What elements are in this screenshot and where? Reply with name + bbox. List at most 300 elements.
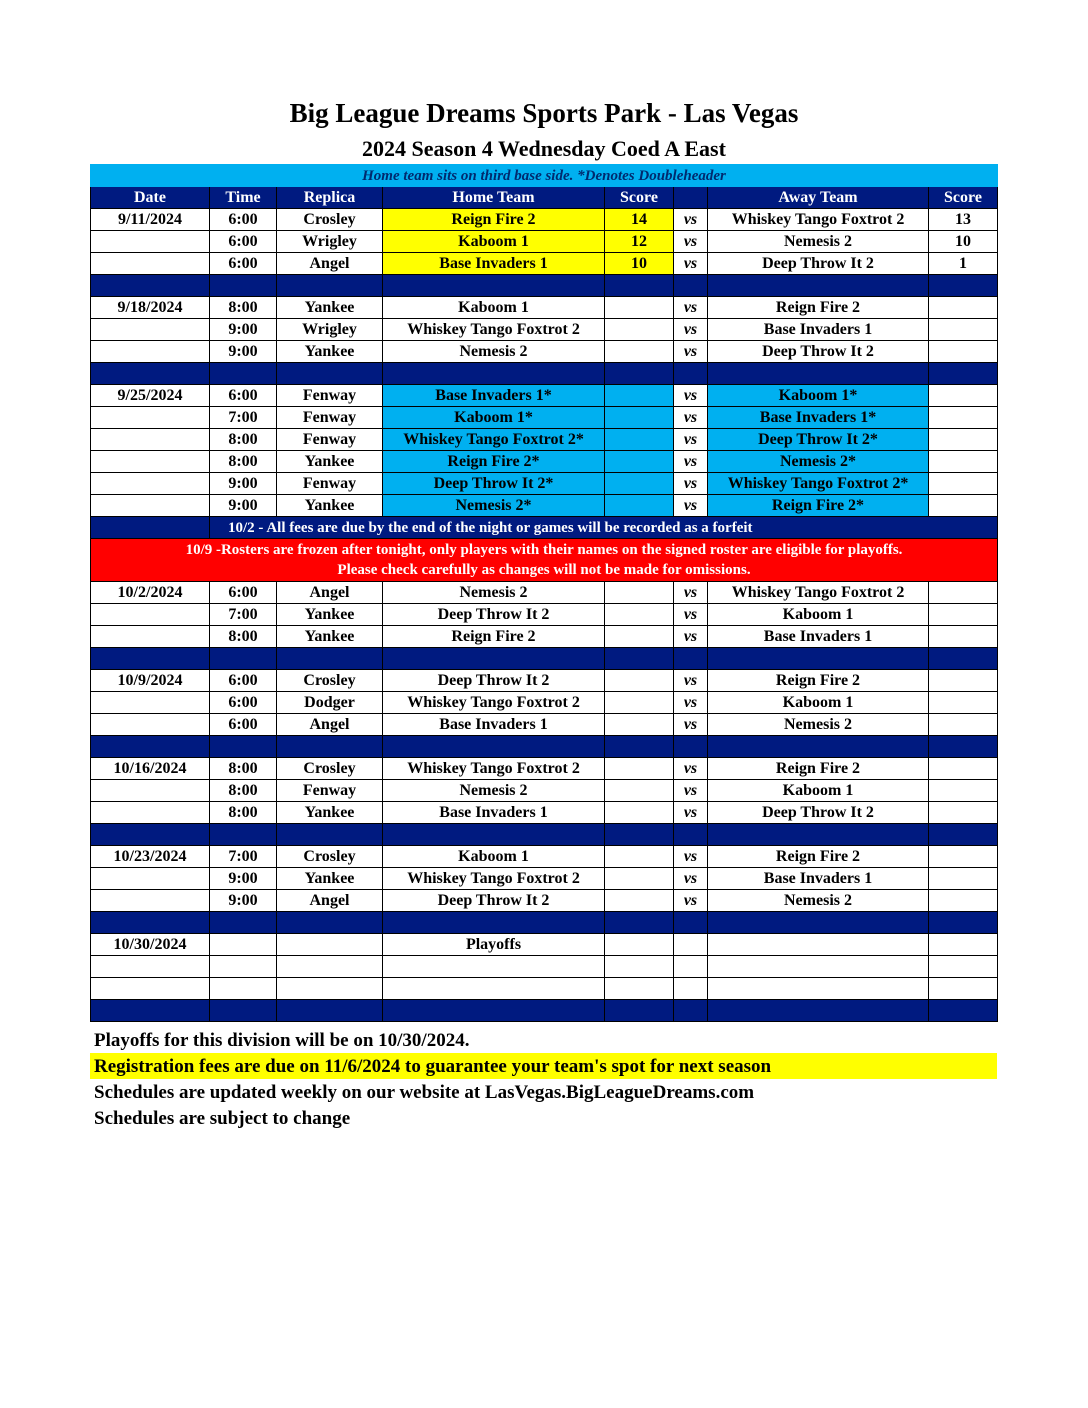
game-time: 9:00 bbox=[210, 890, 277, 912]
game-row bbox=[91, 604, 998, 626]
away-score bbox=[929, 407, 998, 429]
vs-label: vs bbox=[674, 868, 708, 890]
game-time: 9:00 bbox=[210, 495, 277, 517]
header-date: Date bbox=[91, 187, 210, 209]
away-score bbox=[929, 319, 998, 341]
separator-cell bbox=[674, 648, 708, 670]
website-note bbox=[90, 1082, 997, 1104]
separator-cell bbox=[929, 912, 998, 934]
home-score bbox=[605, 604, 674, 626]
doubleheader-note: Home team sits on third base side. *Denotes Doubleheader bbox=[91, 165, 998, 187]
vs-label: vs bbox=[674, 297, 708, 319]
game-row bbox=[91, 846, 998, 868]
home-team: Deep Throw It 2 bbox=[383, 670, 605, 692]
game-time bbox=[210, 934, 277, 956]
home-team: Base Invaders 1 bbox=[383, 714, 605, 736]
away-score bbox=[929, 846, 998, 868]
separator-cell bbox=[708, 912, 929, 934]
game-row bbox=[91, 780, 998, 802]
game-field: Fenway bbox=[277, 780, 383, 802]
vs-label: vs bbox=[674, 890, 708, 912]
away-team: Reign Fire 2 bbox=[708, 758, 929, 780]
game-field: Crosley bbox=[277, 846, 383, 868]
game-field: Yankee bbox=[277, 451, 383, 473]
away-team: Whiskey Tango Foxtrot 2 bbox=[708, 209, 929, 231]
game-time: 6:00 bbox=[210, 714, 277, 736]
away-score bbox=[929, 582, 998, 604]
game-date: 10/23/2024 bbox=[91, 846, 210, 868]
vs-label bbox=[674, 934, 708, 956]
game-field: Fenway bbox=[277, 385, 383, 407]
separator-cell bbox=[605, 824, 674, 846]
game-row bbox=[91, 429, 998, 451]
separator-cell bbox=[674, 363, 708, 385]
home-score bbox=[605, 890, 674, 912]
away-team: Base Invaders 1* bbox=[708, 407, 929, 429]
subject-note bbox=[90, 1108, 997, 1130]
game-date bbox=[91, 802, 210, 824]
home-team: Nemesis 2 bbox=[383, 582, 605, 604]
game-date bbox=[91, 495, 210, 517]
game-time: 7:00 bbox=[210, 846, 277, 868]
separator-cell bbox=[708, 824, 929, 846]
home-score bbox=[605, 934, 674, 956]
home-team bbox=[383, 956, 605, 978]
separator-cell bbox=[605, 648, 674, 670]
home-team: Kaboom 1 bbox=[383, 231, 605, 253]
game-field: Yankee bbox=[277, 495, 383, 517]
away-team bbox=[708, 956, 929, 978]
away-team: Nemesis 2 bbox=[708, 890, 929, 912]
away-score bbox=[929, 978, 998, 1000]
separator-cell bbox=[277, 1000, 383, 1022]
away-score bbox=[929, 780, 998, 802]
separator-row bbox=[91, 736, 998, 758]
separator-cell bbox=[210, 275, 277, 297]
away-score bbox=[929, 890, 998, 912]
separator-cell bbox=[210, 736, 277, 758]
vs-label: vs bbox=[674, 209, 708, 231]
away-score bbox=[929, 956, 998, 978]
game-row bbox=[91, 451, 998, 473]
separator-row bbox=[91, 1000, 998, 1022]
vs-label: vs bbox=[674, 780, 708, 802]
away-score bbox=[929, 451, 998, 473]
home-team: Nemesis 2 bbox=[383, 780, 605, 802]
home-team: Playoffs bbox=[383, 934, 605, 956]
vs-label: vs bbox=[674, 319, 708, 341]
separator-row bbox=[91, 275, 998, 297]
game-date: 10/30/2024 bbox=[91, 934, 210, 956]
home-score bbox=[605, 956, 674, 978]
game-row bbox=[91, 582, 998, 604]
separator-cell bbox=[277, 824, 383, 846]
away-score bbox=[929, 385, 998, 407]
roster-notice-line1: 10/9 -Rosters are frozen after tonight, only players with their names on the signed roster are eligible for playoffs. bbox=[185, 542, 903, 558]
home-score bbox=[605, 978, 674, 1000]
separator-cell bbox=[91, 275, 210, 297]
home-score bbox=[605, 846, 674, 868]
game-date: 9/18/2024 bbox=[91, 297, 210, 319]
separator-cell bbox=[210, 363, 277, 385]
home-score bbox=[605, 780, 674, 802]
header-replica: Replica bbox=[277, 187, 383, 209]
game-time: 6:00 bbox=[210, 253, 277, 275]
home-score: 14 bbox=[605, 209, 674, 231]
game-row bbox=[91, 758, 998, 780]
game-time: 8:00 bbox=[210, 297, 277, 319]
game-row bbox=[91, 692, 998, 714]
away-score bbox=[929, 495, 998, 517]
home-score bbox=[605, 714, 674, 736]
game-date bbox=[91, 253, 210, 275]
away-team bbox=[708, 934, 929, 956]
registration-note bbox=[90, 1053, 997, 1079]
home-score bbox=[605, 407, 674, 429]
game-row bbox=[91, 626, 998, 648]
roster-notice-line2: Please check carefully as changes will not be made for omissions. bbox=[337, 562, 751, 578]
separator-cell bbox=[708, 1000, 929, 1022]
vs-label: vs bbox=[674, 341, 708, 363]
separator-cell bbox=[277, 275, 383, 297]
game-date bbox=[91, 890, 210, 912]
game-time: 9:00 bbox=[210, 473, 277, 495]
separator-cell bbox=[383, 736, 605, 758]
game-date bbox=[91, 341, 210, 363]
separator-cell bbox=[91, 736, 210, 758]
vs-label: vs bbox=[674, 582, 708, 604]
separator-cell bbox=[383, 363, 605, 385]
separator-cell bbox=[91, 1000, 210, 1022]
game-time: 6:00 bbox=[210, 582, 277, 604]
home-score bbox=[605, 626, 674, 648]
game-time: 9:00 bbox=[210, 868, 277, 890]
game-row bbox=[91, 297, 998, 319]
roster-notice bbox=[91, 539, 998, 582]
game-time bbox=[210, 978, 277, 1000]
separator-cell bbox=[708, 275, 929, 297]
home-team: Deep Throw It 2 bbox=[383, 890, 605, 912]
home-score: 10 bbox=[605, 253, 674, 275]
separator-cell bbox=[929, 824, 998, 846]
home-score bbox=[605, 582, 674, 604]
game-date bbox=[91, 319, 210, 341]
playoffs-note bbox=[90, 1030, 997, 1052]
separator-cell bbox=[929, 275, 998, 297]
separator-cell bbox=[383, 275, 605, 297]
game-row bbox=[91, 670, 998, 692]
vs-label: vs bbox=[674, 407, 708, 429]
away-team: Reign Fire 2 bbox=[708, 297, 929, 319]
home-score bbox=[605, 385, 674, 407]
separator-cell bbox=[605, 1000, 674, 1022]
away-score bbox=[929, 604, 998, 626]
home-team: Kaboom 1* bbox=[383, 407, 605, 429]
game-row bbox=[91, 407, 998, 429]
home-team: Nemesis 2* bbox=[383, 495, 605, 517]
game-date bbox=[91, 429, 210, 451]
separator-cell bbox=[210, 824, 277, 846]
home-team: Reign Fire 2 bbox=[383, 626, 605, 648]
game-field bbox=[277, 934, 383, 956]
separator-cell bbox=[929, 648, 998, 670]
away-score bbox=[929, 802, 998, 824]
subject-note-text: Schedules are subject to change bbox=[94, 1108, 351, 1129]
separator-row bbox=[91, 912, 998, 934]
game-field: Angel bbox=[277, 714, 383, 736]
separator-cell bbox=[91, 363, 210, 385]
away-score bbox=[929, 473, 998, 495]
home-team: Kaboom 1 bbox=[383, 297, 605, 319]
game-date bbox=[91, 714, 210, 736]
game-row bbox=[91, 319, 998, 341]
home-score bbox=[605, 670, 674, 692]
game-field: Yankee bbox=[277, 868, 383, 890]
away-team: Deep Throw It 2 bbox=[708, 253, 929, 275]
game-date bbox=[91, 407, 210, 429]
vs-label: vs bbox=[674, 604, 708, 626]
vs-label: vs bbox=[674, 692, 708, 714]
separator-cell bbox=[605, 736, 674, 758]
away-team: Kaboom 1 bbox=[708, 692, 929, 714]
separator-cell bbox=[277, 363, 383, 385]
separator-cell bbox=[605, 912, 674, 934]
game-date bbox=[91, 978, 210, 1000]
vs-label: vs bbox=[674, 714, 708, 736]
home-team: Whiskey Tango Foxtrot 2 bbox=[383, 692, 605, 714]
game-row bbox=[91, 934, 998, 956]
game-time: 6:00 bbox=[210, 670, 277, 692]
away-score bbox=[929, 297, 998, 319]
game-date: 9/11/2024 bbox=[91, 209, 210, 231]
home-team bbox=[383, 978, 605, 1000]
game-field: Crosley bbox=[277, 670, 383, 692]
away-team: Kaboom 1 bbox=[708, 780, 929, 802]
game-row bbox=[91, 209, 998, 231]
away-team: Deep Throw It 2 bbox=[708, 802, 929, 824]
vs-label: vs bbox=[674, 231, 708, 253]
home-score: 12 bbox=[605, 231, 674, 253]
game-date bbox=[91, 451, 210, 473]
vs-label: vs bbox=[674, 473, 708, 495]
separator-cell bbox=[708, 648, 929, 670]
header-time: Time bbox=[210, 187, 277, 209]
vs-label: vs bbox=[674, 846, 708, 868]
away-team: Reign Fire 2 bbox=[708, 846, 929, 868]
game-field: Yankee bbox=[277, 341, 383, 363]
game-date bbox=[91, 626, 210, 648]
header-vs bbox=[674, 187, 708, 209]
game-field: Crosley bbox=[277, 758, 383, 780]
separator-cell bbox=[605, 275, 674, 297]
game-row bbox=[91, 714, 998, 736]
separator-cell bbox=[91, 648, 210, 670]
registration-note-text: Registration fees are due on 11/6/2024 to guarantee your team's spot for next season bbox=[94, 1056, 772, 1077]
separator-cell bbox=[674, 1000, 708, 1022]
home-team: Nemesis 2 bbox=[383, 341, 605, 363]
separator-cell bbox=[674, 912, 708, 934]
separator-cell bbox=[674, 824, 708, 846]
away-score bbox=[929, 429, 998, 451]
away-team: Reign Fire 2 bbox=[708, 670, 929, 692]
away-score: 13 bbox=[929, 209, 998, 231]
away-team: Whiskey Tango Foxtrot 2* bbox=[708, 473, 929, 495]
separator-cell bbox=[929, 363, 998, 385]
home-team: Base Invaders 1 bbox=[383, 802, 605, 824]
separator-cell bbox=[91, 517, 210, 539]
home-score bbox=[605, 868, 674, 890]
game-row bbox=[91, 473, 998, 495]
home-team: Whiskey Tango Foxtrot 2 bbox=[383, 758, 605, 780]
away-team: Deep Throw It 2* bbox=[708, 429, 929, 451]
home-score bbox=[605, 297, 674, 319]
separator-cell bbox=[383, 1000, 605, 1022]
separator-cell bbox=[277, 912, 383, 934]
away-team: Kaboom 1 bbox=[708, 604, 929, 626]
separator-cell bbox=[277, 736, 383, 758]
game-time: 8:00 bbox=[210, 451, 277, 473]
game-row bbox=[91, 956, 998, 978]
away-team: Nemesis 2 bbox=[708, 231, 929, 253]
away-score bbox=[929, 934, 998, 956]
game-date bbox=[91, 956, 210, 978]
game-date bbox=[91, 780, 210, 802]
game-field: Angel bbox=[277, 890, 383, 912]
vs-label: vs bbox=[674, 626, 708, 648]
fees-notice-row bbox=[91, 517, 998, 539]
separator-cell bbox=[383, 824, 605, 846]
separator-row bbox=[91, 363, 998, 385]
away-team: Base Invaders 1 bbox=[708, 319, 929, 341]
home-score bbox=[605, 473, 674, 495]
home-score bbox=[605, 429, 674, 451]
game-field: Fenway bbox=[277, 429, 383, 451]
separator-cell bbox=[91, 824, 210, 846]
separator-row bbox=[91, 648, 998, 670]
vs-label: vs bbox=[674, 670, 708, 692]
separator-cell bbox=[91, 912, 210, 934]
home-team: Whiskey Tango Foxtrot 2 bbox=[383, 319, 605, 341]
separator-cell bbox=[210, 912, 277, 934]
separator-cell bbox=[277, 648, 383, 670]
website-note-text: Schedules are updated weekly on our website at LasVegas.BigLeagueDreams.com bbox=[94, 1082, 755, 1103]
game-field: Yankee bbox=[277, 297, 383, 319]
game-field bbox=[277, 978, 383, 1000]
game-row bbox=[91, 978, 998, 1000]
game-row bbox=[91, 385, 998, 407]
vs-label: vs bbox=[674, 451, 708, 473]
game-field: Dodger bbox=[277, 692, 383, 714]
vs-label: vs bbox=[674, 429, 708, 451]
home-team: Whiskey Tango Foxtrot 2* bbox=[383, 429, 605, 451]
separator-cell bbox=[929, 1000, 998, 1022]
vs-label: vs bbox=[674, 758, 708, 780]
game-field: Crosley bbox=[277, 209, 383, 231]
away-team: Reign Fire 2* bbox=[708, 495, 929, 517]
away-team: Kaboom 1* bbox=[708, 385, 929, 407]
away-score bbox=[929, 670, 998, 692]
home-team: Reign Fire 2 bbox=[383, 209, 605, 231]
game-time bbox=[210, 956, 277, 978]
home-team: Base Invaders 1 bbox=[383, 253, 605, 275]
home-score bbox=[605, 692, 674, 714]
away-score bbox=[929, 692, 998, 714]
home-score bbox=[605, 341, 674, 363]
game-field: Yankee bbox=[277, 604, 383, 626]
away-team: Deep Throw It 2 bbox=[708, 341, 929, 363]
game-field bbox=[277, 956, 383, 978]
header-row bbox=[91, 187, 998, 209]
vs-label bbox=[674, 956, 708, 978]
game-date bbox=[91, 473, 210, 495]
game-time: 8:00 bbox=[210, 429, 277, 451]
game-row bbox=[91, 890, 998, 912]
home-team: Whiskey Tango Foxtrot 2 bbox=[383, 868, 605, 890]
game-date bbox=[91, 692, 210, 714]
game-row bbox=[91, 341, 998, 363]
separator-cell bbox=[674, 275, 708, 297]
separator-cell bbox=[383, 912, 605, 934]
game-field: Wrigley bbox=[277, 231, 383, 253]
away-score bbox=[929, 714, 998, 736]
home-score bbox=[605, 495, 674, 517]
separator-cell bbox=[210, 1000, 277, 1022]
game-time: 8:00 bbox=[210, 802, 277, 824]
home-team: Kaboom 1 bbox=[383, 846, 605, 868]
playoffs-note-text: Playoffs for this division will be on 10/30/2024. bbox=[94, 1030, 470, 1051]
vs-label bbox=[674, 978, 708, 1000]
game-time: 6:00 bbox=[210, 231, 277, 253]
game-date: 10/9/2024 bbox=[91, 670, 210, 692]
roster-notice-row bbox=[91, 539, 998, 582]
game-time: 8:00 bbox=[210, 626, 277, 648]
vs-label: vs bbox=[674, 802, 708, 824]
game-time: 9:00 bbox=[210, 341, 277, 363]
separator-cell bbox=[383, 648, 605, 670]
home-team: Reign Fire 2* bbox=[383, 451, 605, 473]
page-title: Big League Dreams Sports Park - Las Vegas bbox=[289, 98, 799, 128]
home-team: Deep Throw It 2* bbox=[383, 473, 605, 495]
game-date bbox=[91, 868, 210, 890]
header-home-score: Score bbox=[605, 187, 674, 209]
home-team: Deep Throw It 2 bbox=[383, 604, 605, 626]
away-team: Whiskey Tango Foxtrot 2 bbox=[708, 582, 929, 604]
separator-cell bbox=[708, 363, 929, 385]
separator-cell bbox=[708, 736, 929, 758]
away-team: Nemesis 2* bbox=[708, 451, 929, 473]
away-score bbox=[929, 868, 998, 890]
vs-label: vs bbox=[674, 495, 708, 517]
game-time: 6:00 bbox=[210, 209, 277, 231]
game-row bbox=[91, 495, 998, 517]
home-score bbox=[605, 451, 674, 473]
page-subtitle: 2024 Season 4 Wednesday Coed A East bbox=[362, 136, 726, 161]
separator-cell bbox=[605, 363, 674, 385]
separator-cell bbox=[210, 648, 277, 670]
game-date bbox=[91, 231, 210, 253]
game-row bbox=[91, 868, 998, 890]
home-score bbox=[605, 802, 674, 824]
game-date bbox=[91, 604, 210, 626]
game-date: 10/16/2024 bbox=[91, 758, 210, 780]
game-time: 8:00 bbox=[210, 780, 277, 802]
separator-row bbox=[91, 824, 998, 846]
away-score bbox=[929, 341, 998, 363]
away-score bbox=[929, 758, 998, 780]
away-score: 1 bbox=[929, 253, 998, 275]
vs-label: vs bbox=[674, 385, 708, 407]
home-team: Base Invaders 1* bbox=[383, 385, 605, 407]
